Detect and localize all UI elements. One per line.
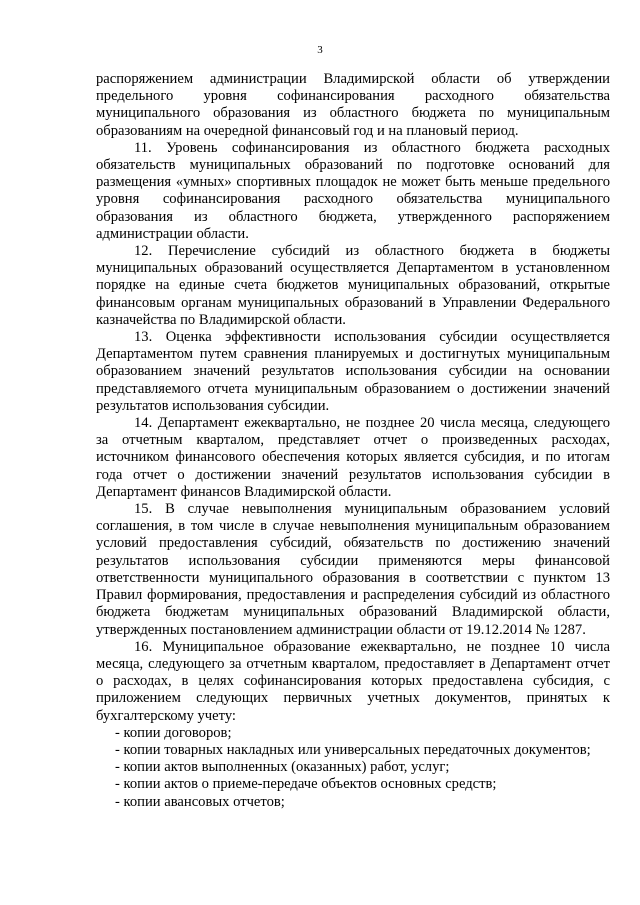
paragraph-16: 16. Муниципальное образование ежеквартально, не позднее 10 числа месяца, следующего за отчетным кварталом, предоставляет в Департамент отчет о расходах, в целях софинансирования которых предоставлена субсидия, с приложением следующих первичных учетных документов, принятых к бухгалтерскому учету:: [96, 638, 610, 724]
paragraph-13: 13. Оценка эффективности использования субсидии осуществляется Департаментом путем сравнения планируемых и достигнутых муниципальным образованием значений результатов использования субсидии на основании представляемого отчета муниципальным образованием о достижении значений результатов использования субсидии.: [96, 329, 610, 414]
list-item: - копии договоров;: [115, 724, 232, 741]
paragraph-continuation: распоряжением администрации Владимирской области об утверждении предельного уровня софинансирования расходного обязательства муниципального образования из областного бюджета по муниципальным образованиям на очередной финансовый год и на плановый период.: [96, 71, 610, 139]
list-item: - копии актов о приеме-передаче объектов основных средств;: [115, 776, 497, 793]
list-item: - копии авансовых отчетов;: [115, 793, 285, 810]
list-item: - копии актов выполненных (оказанных) работ, услуг;: [115, 759, 450, 776]
paragraph-12: 12. Перечисление субсидий из областного бюджета в бюджеты муниципальных образований осуществляется Департаментом в установленном порядке на единые счета бюджетов муниципальных образований, открытые финансовым органам муниципальных образований в Управлении Федерального казначейства по Владимирской области.: [96, 243, 610, 328]
document-body: [96, 71, 610, 811]
list-item: - копии товарных накладных или универсальных передаточных документов;: [115, 741, 591, 758]
paragraph-14: 14. Департамент ежеквартально, не позднее 20 числа месяца, следующего за отчетным кварталом, представляет отчет о произведенных расходах, источником финансового обеспечения которых является субсидия, и по итогам года отчет о достижении значений результатов использования субсидии в Департамент финансов Владимирской области.: [96, 415, 610, 500]
paragraph-15: 15. В случае невыполнения муниципальным образованием условий соглашения, в том числе в случае невыполнения муниципальным образованием условий предоставления субсидий, обязательств по достижению значений результатов использования субсидии применяются меры финансовой ответственности муниципального образования в соответствии с пунктом 13 Правил формирования, предоставления и распределения субсидий из областного бюджета бюджетам муниципальных образований Владимирской области, утвержденных постановлением администрации области от 19.12.2014 № 1287.: [96, 501, 610, 638]
paragraph-11: 11. Уровень софинансирования из областного бюджета расходных обязательств муниципальных образований по подготовке оснований для размещения «умных» спортивных площадок не может быть меньше предельного уровня софинансирования расходного обязательства муниципального образования из областного бюджета, утвержденного распоряжением администрации области.: [96, 139, 610, 242]
page-number: 3: [317, 44, 323, 56]
